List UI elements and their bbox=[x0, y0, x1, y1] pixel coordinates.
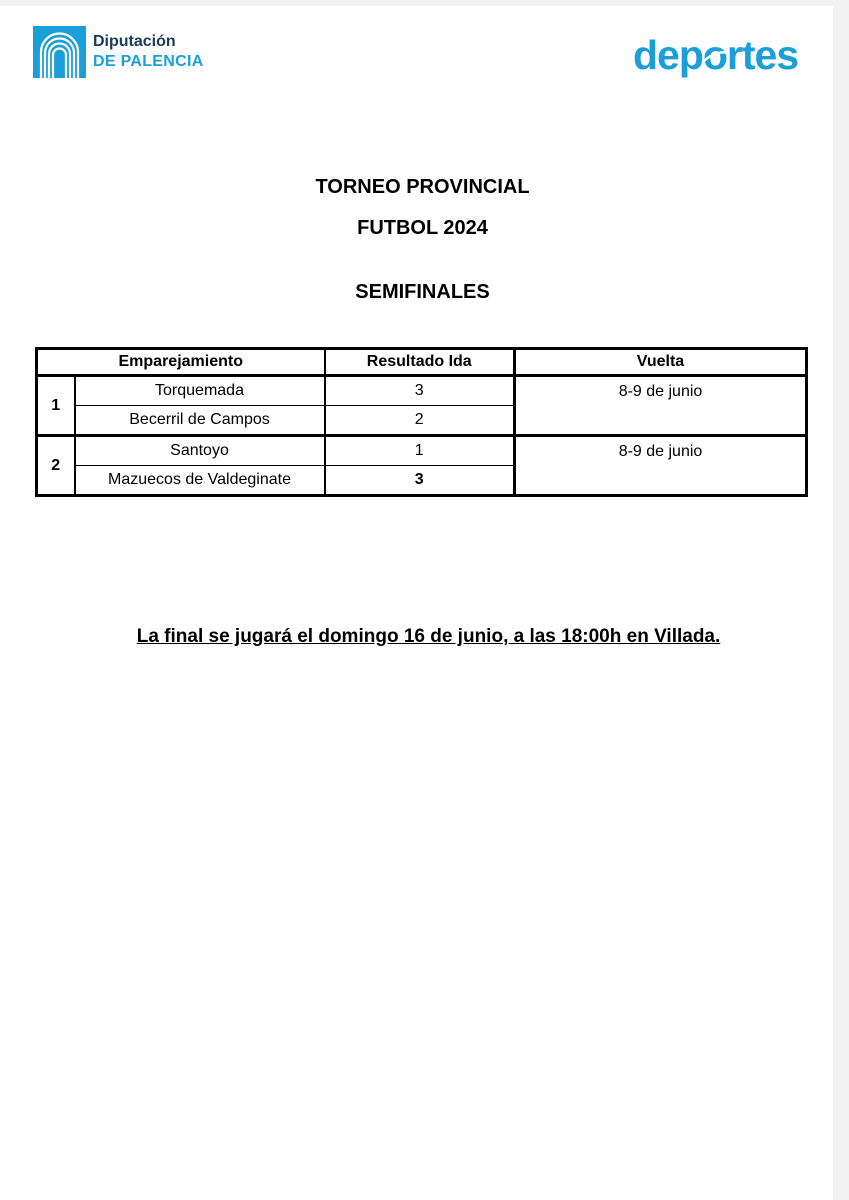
group-number: 2 bbox=[37, 436, 75, 496]
table-header-row bbox=[37, 349, 807, 376]
diputacion-logo bbox=[33, 26, 204, 78]
diputacion-logo-line1: Diputación bbox=[93, 33, 176, 50]
team-score: 3 bbox=[325, 466, 515, 496]
return-date: 8-9 de junio bbox=[515, 376, 807, 436]
header-pairing: Emparejamiento bbox=[37, 349, 325, 376]
diputacion-logo-line2: DE PALENCIA bbox=[93, 53, 204, 70]
team-name: Torquemada bbox=[75, 376, 325, 406]
return-date: 8-9 de junio bbox=[515, 436, 807, 496]
deportes-swoosh-icon bbox=[701, 50, 731, 64]
team-score: 2 bbox=[325, 406, 515, 436]
deportes-logo: deportes bbox=[633, 32, 799, 78]
team-name: Becerril de Campos bbox=[75, 406, 325, 436]
title-line1: TORNEO PROVINCIAL bbox=[315, 176, 530, 198]
diputacion-arch-icon bbox=[33, 26, 86, 78]
team-score: 1 bbox=[325, 436, 515, 466]
final-announcement: La final se jugará el domingo 16 de junio, a las 18:00h en Villada. bbox=[136, 626, 721, 647]
header-return: Vuelta bbox=[515, 349, 807, 376]
table-row bbox=[37, 376, 807, 406]
title-semifinales: SEMIFINALES bbox=[355, 281, 490, 303]
team-name: Santoyo bbox=[75, 436, 325, 466]
header-result: Resultado Ida bbox=[325, 349, 515, 376]
group-number: 1 bbox=[37, 376, 75, 436]
document-page bbox=[0, 6, 833, 1200]
table-row bbox=[37, 436, 807, 466]
team-score: 3 bbox=[325, 376, 515, 406]
title-line2: FUTBOL 2024 bbox=[357, 217, 488, 239]
semifinals-table bbox=[35, 347, 808, 497]
team-name: Mazuecos de Valdeginate bbox=[75, 466, 325, 496]
